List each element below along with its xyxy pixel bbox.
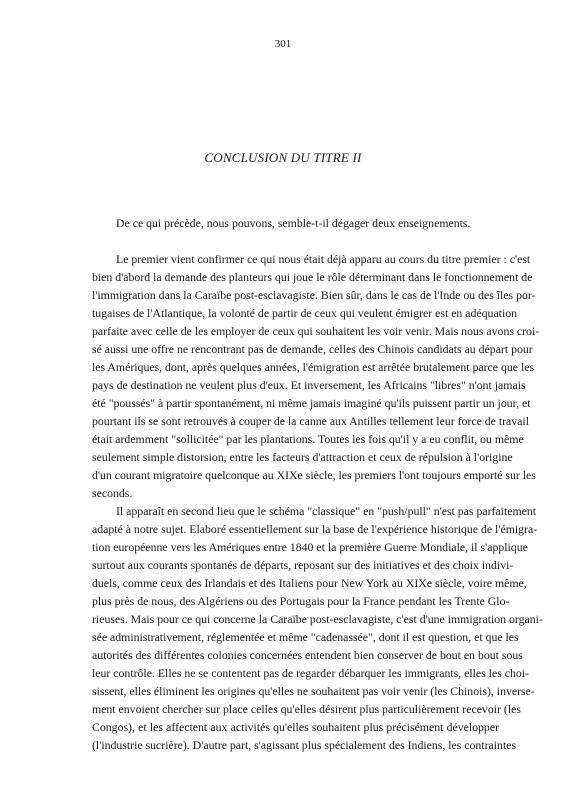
paragraph-2	[92, 502, 543, 754]
paragraph-line: bien d'abord la demande des planteurs qui joue le rôle déterminant dans le fonctionnement de	[92, 270, 533, 284]
paragraph-line: sé aussi une offre ne rencontrant pas de demande, celles des Chinois candidats au départ pour	[92, 342, 533, 356]
paragraph-line: parfaite avec celle de les employer de ceux qui souhaitent les voir venir. Mais nous avons croi-	[92, 324, 540, 338]
paragraph-line: pays de destination ne veulent plus d'eux. Et inversement, les Africains "libres" n'ont jamais	[92, 378, 526, 392]
section-heading: CONCLUSION DU TITRE II	[204, 150, 362, 165]
paragraph-line: seulement simple distorsion, entre les facteurs d'attraction et ceux de répulsion à l'origine	[92, 450, 513, 464]
paragraph-line: Le premier vient confirmer ce qui nous était déjà apparu au cours du titre premier : c'est	[116, 252, 531, 266]
paragraph-line: sissent, elles éliminent les origines qu'elles ne souhaitent pas voir venir (les Chinois), inverse-	[92, 684, 535, 698]
paragraph-line: d'un courant migratoire quelconque au XIXe siècle, les premiers l'ont toujours emporté sur les	[92, 468, 536, 482]
paragraph-line: surtout aux courants spontanés de départs, reposant sur des initiatives et des choix indivi-	[92, 558, 514, 572]
paragraph-line: seconds.	[92, 486, 133, 500]
paragraph-line: plus près de nous, des Algériens ou des Portugais pour la France pendant les Trente Glo-	[92, 594, 510, 608]
paragraph-line: tugaises de l'Atlantique, la volonté de partir de ceux qui veulent émigrer est en adéquation	[92, 306, 518, 320]
paragraph-line: été "poussés" à partir spontanément, ni même jamais imaginé qu'ils puissent partir un jour, et	[92, 396, 531, 410]
paragraph-line: Congos), et les affectent aux activités qu'elles souhaitent plus précisément développer	[92, 720, 499, 734]
paragraph-line: duels, comme ceux des Irlandais et des Italiens pour New York au XIXe siècle, voire même,	[92, 576, 527, 590]
paragraph-line: tion européenne vers les Amériques entre 1840 et la première Guerre Mondiale, il s'applique	[92, 540, 528, 554]
paragraph-line: adapté à notre sujet. Elaboré essentiellement sur la base de l'expérience historique de l'émigra-	[92, 522, 538, 536]
paragraph-line: De ce qui précède, nous pouvons, semble-t-il dégager deux enseignements.	[116, 216, 471, 230]
paragraph-line: leur contrôle. Elles ne se contentent pas de regarder débarquer les immigrants, elles les choi-	[92, 666, 529, 680]
paragraph-line: pourtant ils se sont retrouvés à couper de la canne aux Antilles tellement leur force de travail	[92, 414, 529, 428]
paragraph-line: ment envoient chercher sur place celles qu'elles désirent plus particulièrement recevoir (les	[92, 702, 521, 716]
page-number: 301	[274, 38, 292, 50]
paragraph-1	[92, 250, 540, 502]
paragraph-line: l'immigration dans la Caraïbe post-esclavagiste. Bien sûr, dans le cas de l'Inde ou des îles por-	[92, 288, 536, 302]
paragraph-line: autorités des différentes colonies concernées entendent bien conserver de bout en bout sous	[92, 648, 523, 662]
paragraph-line: les Amériques, dont, après quelques années, l'émigration est arrêtée brutalement parce que les	[92, 360, 535, 374]
paragraph-line: rieuses. Mais pour ce qui concerne la Caraïbe post-esclavagiste, c'est d'une immigration organi-	[92, 612, 543, 626]
paragraph-line: sée administrativement, réglementée et même "cadenassée", dont il est question, et que les	[92, 630, 519, 644]
intro-paragraph	[92, 214, 499, 232]
paragraph-line: (l'industrie sucrière). D'autre part, s'agissant plus spécialement des Indiens, les contraintes	[92, 738, 517, 752]
paragraph-line: était ardemment "sollicitée" par les plantations. Toutes les fois qu'il y a eu conflit, ou même	[92, 432, 524, 446]
paragraph-line: Il apparaît en second lieu que le schéma "classique" en "push/pull" n'est pas parfaitement	[116, 504, 537, 518]
